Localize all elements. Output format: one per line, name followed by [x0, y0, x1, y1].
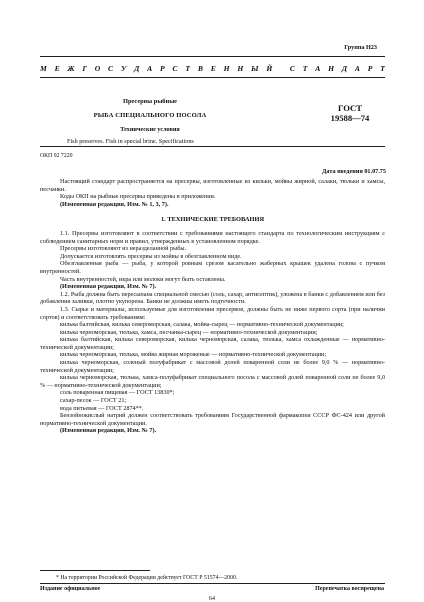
banner-letter: У: [120, 64, 127, 73]
title-rule: [40, 146, 385, 147]
section-paragraph: Бензойнокислый натрий должен соответствовать требованиям Государственной фармакопеи СССР ФС-424 или другой нормативно-технической документации.: [40, 412, 385, 427]
intro-paragraph: Настоящий стандарт распространяется на пресервы, изготовленные из кильки, мойвы жирной, салаки, тюльки и хамсы, песчанки.: [40, 178, 385, 193]
top-rule: [40, 56, 385, 57]
banner-letter: В: [197, 64, 203, 73]
gost-designation: [310, 103, 390, 123]
gost-number: 19588—74: [330, 113, 370, 123]
amendment-note: (Измененная редакция, Изм. № 7).: [60, 283, 157, 291]
requirement-item: килька черноморская, тюлька, хамса-полуфабрикат специального посола с массовой долей поваренной соли не более 9,0 % — нормативно-технической документации;: [40, 374, 385, 389]
banner-letter: [280, 64, 282, 73]
banner-letter: С: [172, 64, 178, 73]
banner-letter: Ж: [67, 64, 75, 73]
requirement-item: килька черноморская, тюлька, хамса, песчанка-сырец — нормативно-технической документации;: [60, 328, 318, 336]
intro-paragraph: Коды ОКП на рыбные пресервы приведены в приложении.: [60, 193, 216, 201]
banner-letter: Е: [210, 64, 216, 73]
banner-letter: С: [108, 64, 114, 73]
banner-letter: Ы: [251, 64, 259, 73]
banner-letter: О: [94, 64, 101, 73]
document-body: [40, 178, 385, 435]
banner-rule: [40, 77, 385, 78]
section-paragraph: Обезглавленная рыба — рыба, у которой ровным срезом касательно жаберных крышек удалена голова с пучком внутренностей.: [40, 260, 385, 275]
banner-letter: Т: [380, 64, 385, 73]
banner-letter: Н: [237, 64, 244, 73]
banner-letter: Д: [134, 64, 140, 73]
banner-letter: Т: [185, 64, 191, 73]
requirement-item: сахар-песок — ГОСТ 21;: [60, 397, 127, 405]
amendment-note: (Измененная редакция, Изм. № 7).: [60, 427, 157, 435]
title-category: Пресервы рыбные: [122, 98, 178, 105]
section-paragraph: 1.3. Сырье и материалы, используемые для изготовления пресервов, должны быть не ниже первого сорта (при наличии сортов) и соответствовать требованиям:: [40, 305, 385, 321]
banner-letter: С: [289, 64, 295, 73]
section-paragraph: Пресервы изготовляют из неразделанной рыбы.: [60, 245, 187, 253]
standard-banner: [40, 64, 385, 73]
banner-letter: М: [40, 64, 47, 73]
footer-rule: [40, 583, 385, 584]
requirement-item: килька балтийская, килька североморская, килька черноморская, салака, тюлька, хамса охлажденные — нормативно-технической документации;: [40, 336, 385, 351]
banner-letter: Й: [266, 64, 273, 73]
section-heading: 1. ТЕХНИЧЕСКИЕ ТРЕБОВАНИЯ: [160, 216, 265, 224]
effective-date: Дата введения 01.07.75: [322, 168, 386, 175]
banner-letter: А: [354, 64, 360, 73]
edition-label: Издание официальное: [40, 586, 101, 592]
footnote: * На территории Российской Федерации действует ГОСТ Р 51574—2000.: [56, 575, 238, 581]
section-paragraph: 1.1. Пресервы изготовляют в соответствии с требованиями настоящего стандарта по технологическим инструкциям с соблюдением санитарных норм и правил, утвержденных в установленном порядке.: [40, 229, 385, 245]
banner-letter: Н: [223, 64, 230, 73]
requirement-item: килька балтийская, килька североморская, салака, мойва-сырец — нормативно-технической документации;: [60, 321, 344, 329]
reprint-notice: Перепечатка воспрещена: [315, 586, 384, 592]
footnote-rule: [40, 570, 150, 571]
amendment-note: (Измененная редакция, Изм. № 1, 3, 7).: [60, 200, 169, 208]
banner-letter: Н: [328, 64, 335, 73]
banner-letter: Е: [54, 64, 60, 73]
requirement-item: вода питьевая — ГОСТ 2874**.: [60, 404, 144, 412]
banner-letter: Т: [302, 64, 308, 73]
requirement-item: килька черноморская, тюлька, мойва жирная мороженые — нормативно-технической документации;: [60, 351, 327, 359]
banner-letter: А: [147, 64, 153, 73]
okp-code: ОКП 92 7220: [40, 153, 73, 159]
page-title: РЫБА СПЕЦИАЛЬНОГО ПОСОЛА: [93, 112, 207, 119]
requirement-item: килька черноморская, соленый полуфабрикат с массовой долей поваренной соли не более 9,0 % — нормативно-технической документации;: [40, 359, 385, 374]
banner-letter: А: [315, 64, 321, 73]
section-paragraph: 1.2. Рыба должна быть пересыпана специальной смесью (соль, сахар, антисептик), уложена в банки с добавлением или без добавления заливки, плотно укупорена. Банки не должны иметь подтечности.: [40, 290, 385, 306]
page-number: 64: [209, 596, 215, 602]
section-paragraph: Допускается изготовлять пресервы из мойвы в обезглавленном виде.: [60, 252, 242, 260]
gost-label: ГОСТ: [338, 103, 362, 113]
title-subtitle: Технические условия: [120, 126, 180, 133]
banner-letter: Р: [367, 64, 373, 73]
section-paragraph: Часть внутренностей, икра или молоки могут быть оставлены.: [60, 275, 226, 283]
banner-letter: Р: [160, 64, 165, 73]
banner-letter: Г: [82, 64, 87, 73]
title-block: [40, 98, 260, 145]
banner-letter: Д: [341, 64, 348, 73]
requirement-item: соль поваренная пищевая — ГОСТ 13830*;: [60, 389, 175, 397]
title-english: Fish preserves. Fish in special brine. Specifications: [67, 138, 194, 145]
group-code: Группа Н23: [344, 44, 377, 51]
